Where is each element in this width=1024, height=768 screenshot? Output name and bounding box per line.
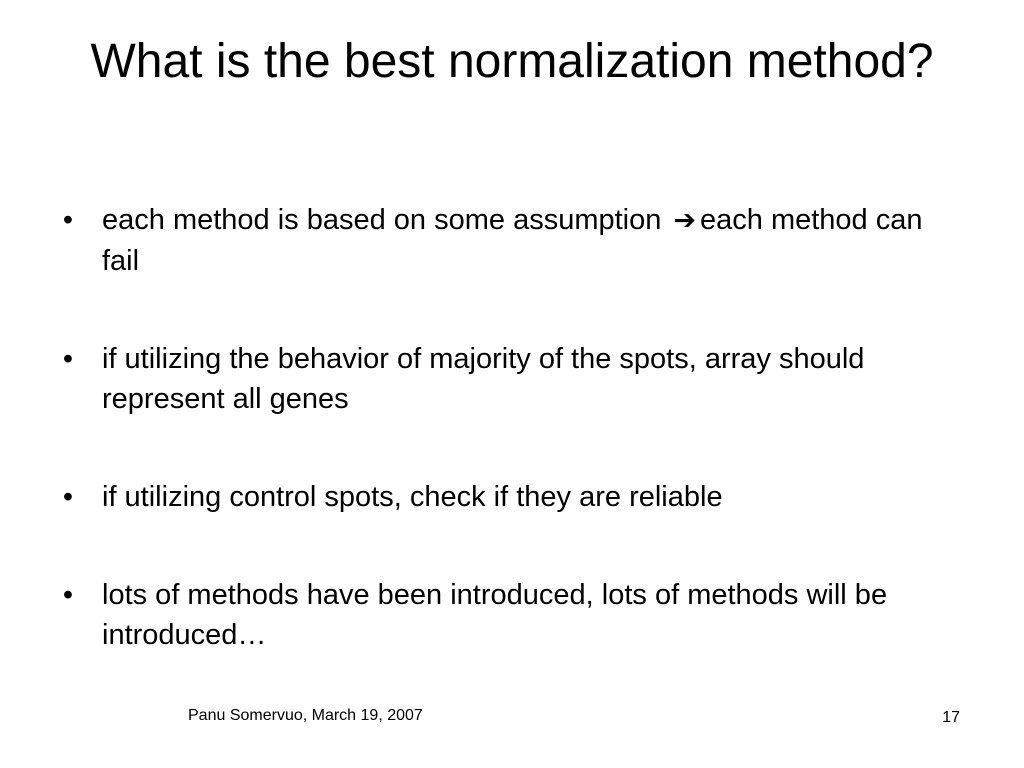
bullet-list <box>58 200 938 655</box>
bullet-text: each method can fail <box>102 204 923 277</box>
page-number: 17 <box>942 709 960 726</box>
bullet-marker: • <box>62 204 74 236</box>
bullet-item <box>58 477 938 517</box>
bullet-item <box>58 339 938 419</box>
bullet-text: if utilizing control spots, check if they are reliable <box>102 481 723 513</box>
bullet-text: lots of methods have been introduced, lots of methods will be introduced… <box>102 579 888 651</box>
bullet-marker: • <box>62 343 74 375</box>
bullet-text: each method is based on some assumption <box>102 204 662 236</box>
bullet-item <box>58 575 938 655</box>
bullet-marker: • <box>62 579 74 611</box>
arrow-right-icon: ➔ <box>673 205 697 236</box>
bullet-marker: • <box>62 481 74 513</box>
slide-title: What is the best normalization method? <box>90 35 934 88</box>
bullet-item <box>58 200 938 281</box>
bullet-text: if utilizing the behavior of majority of the spots, array should represent all genes <box>102 343 865 415</box>
footer-author-date: Panu Somervuo, March 19, 2007 <box>188 707 423 724</box>
